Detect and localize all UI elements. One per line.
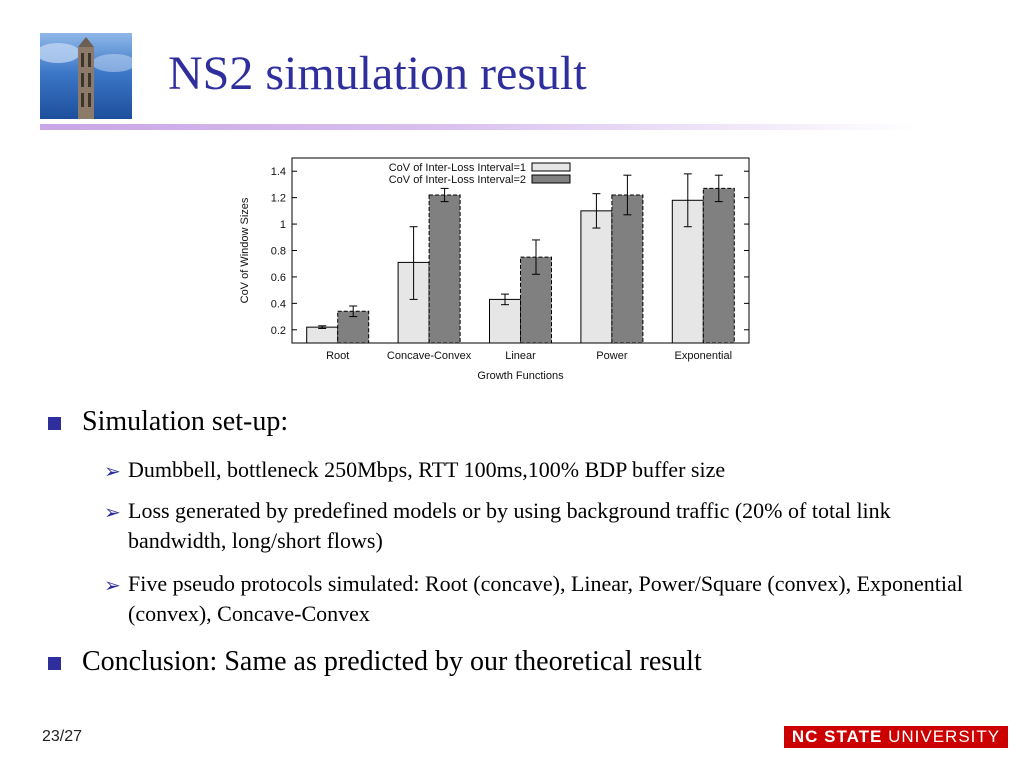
bell-tower-icon — [40, 33, 132, 119]
y-tick-label: 1.2 — [270, 192, 286, 205]
sub-bullet-text: Five pseudo protocols simulated: Root (concave), Linear, Power/Square (convex), Exponential (convex), Concave-Convex — [128, 571, 963, 626]
legend-label: CoV of Inter-Loss Interval=2 — [388, 174, 526, 186]
bar — [703, 188, 734, 343]
page-number: 23/27 — [42, 728, 83, 745]
title-divider — [40, 124, 920, 130]
y-tick-label: 0.8 — [270, 245, 286, 258]
sub-bullet-text: Loss generated by predefined models or by using background traffic (20% of total link bandwidth, long/short flows) — [128, 498, 891, 553]
sub-bullet — [104, 569, 984, 629]
bar — [612, 195, 643, 343]
logo-text-light: UNIVERSITY — [882, 727, 1001, 746]
arrow-bullet-icon: ➢ — [104, 459, 121, 483]
sub-bullet-text: Dumbbell, bottleneck 250Mbps, RTT 100ms,100% BDP buffer size — [128, 457, 726, 482]
x-category-label: Linear — [505, 350, 536, 362]
bar — [307, 327, 338, 343]
x-axis-label: Growth Functions — [477, 370, 564, 382]
bar — [581, 211, 612, 343]
chart — [230, 155, 760, 390]
bar — [429, 195, 460, 343]
y-axis-label: CoV of Window Sizes — [239, 197, 251, 304]
bar — [490, 299, 521, 343]
bullet-text: Simulation set-up: — [82, 406, 289, 437]
y-tick-label: 0.6 — [270, 271, 286, 284]
nc-state-logo — [784, 726, 1008, 748]
sub-bullet — [104, 455, 984, 485]
x-category-label: Exponential — [674, 350, 733, 362]
bell-tower-logo — [40, 33, 132, 119]
sub-bullet — [104, 496, 984, 556]
legend-swatch — [532, 175, 570, 183]
bar-chart — [230, 155, 760, 390]
y-tick-label: 0.2 — [270, 324, 286, 337]
x-category-label: Concave-Convex — [386, 350, 472, 362]
x-category-label: Root — [326, 350, 350, 362]
arrow-bullet-icon: ➢ — [104, 573, 121, 597]
logo-text-bold: NC STATE — [791, 727, 883, 746]
y-tick-label: 0.4 — [270, 298, 286, 311]
slide-title: NS2 simulation result — [168, 47, 587, 100]
square-bullet-icon — [48, 417, 61, 430]
y-tick-label: 1 — [279, 219, 286, 232]
y-tick-label: 1.4 — [270, 166, 286, 179]
square-bullet-icon — [48, 657, 61, 670]
arrow-bullet-icon: ➢ — [104, 500, 121, 524]
legend-swatch — [532, 163, 570, 171]
x-category-label: Power — [596, 350, 628, 362]
legend-label: CoV of Inter-Loss Interval=1 — [388, 162, 526, 174]
bullet-text: Conclusion: Same as predicted by our theoretical result — [82, 646, 702, 677]
